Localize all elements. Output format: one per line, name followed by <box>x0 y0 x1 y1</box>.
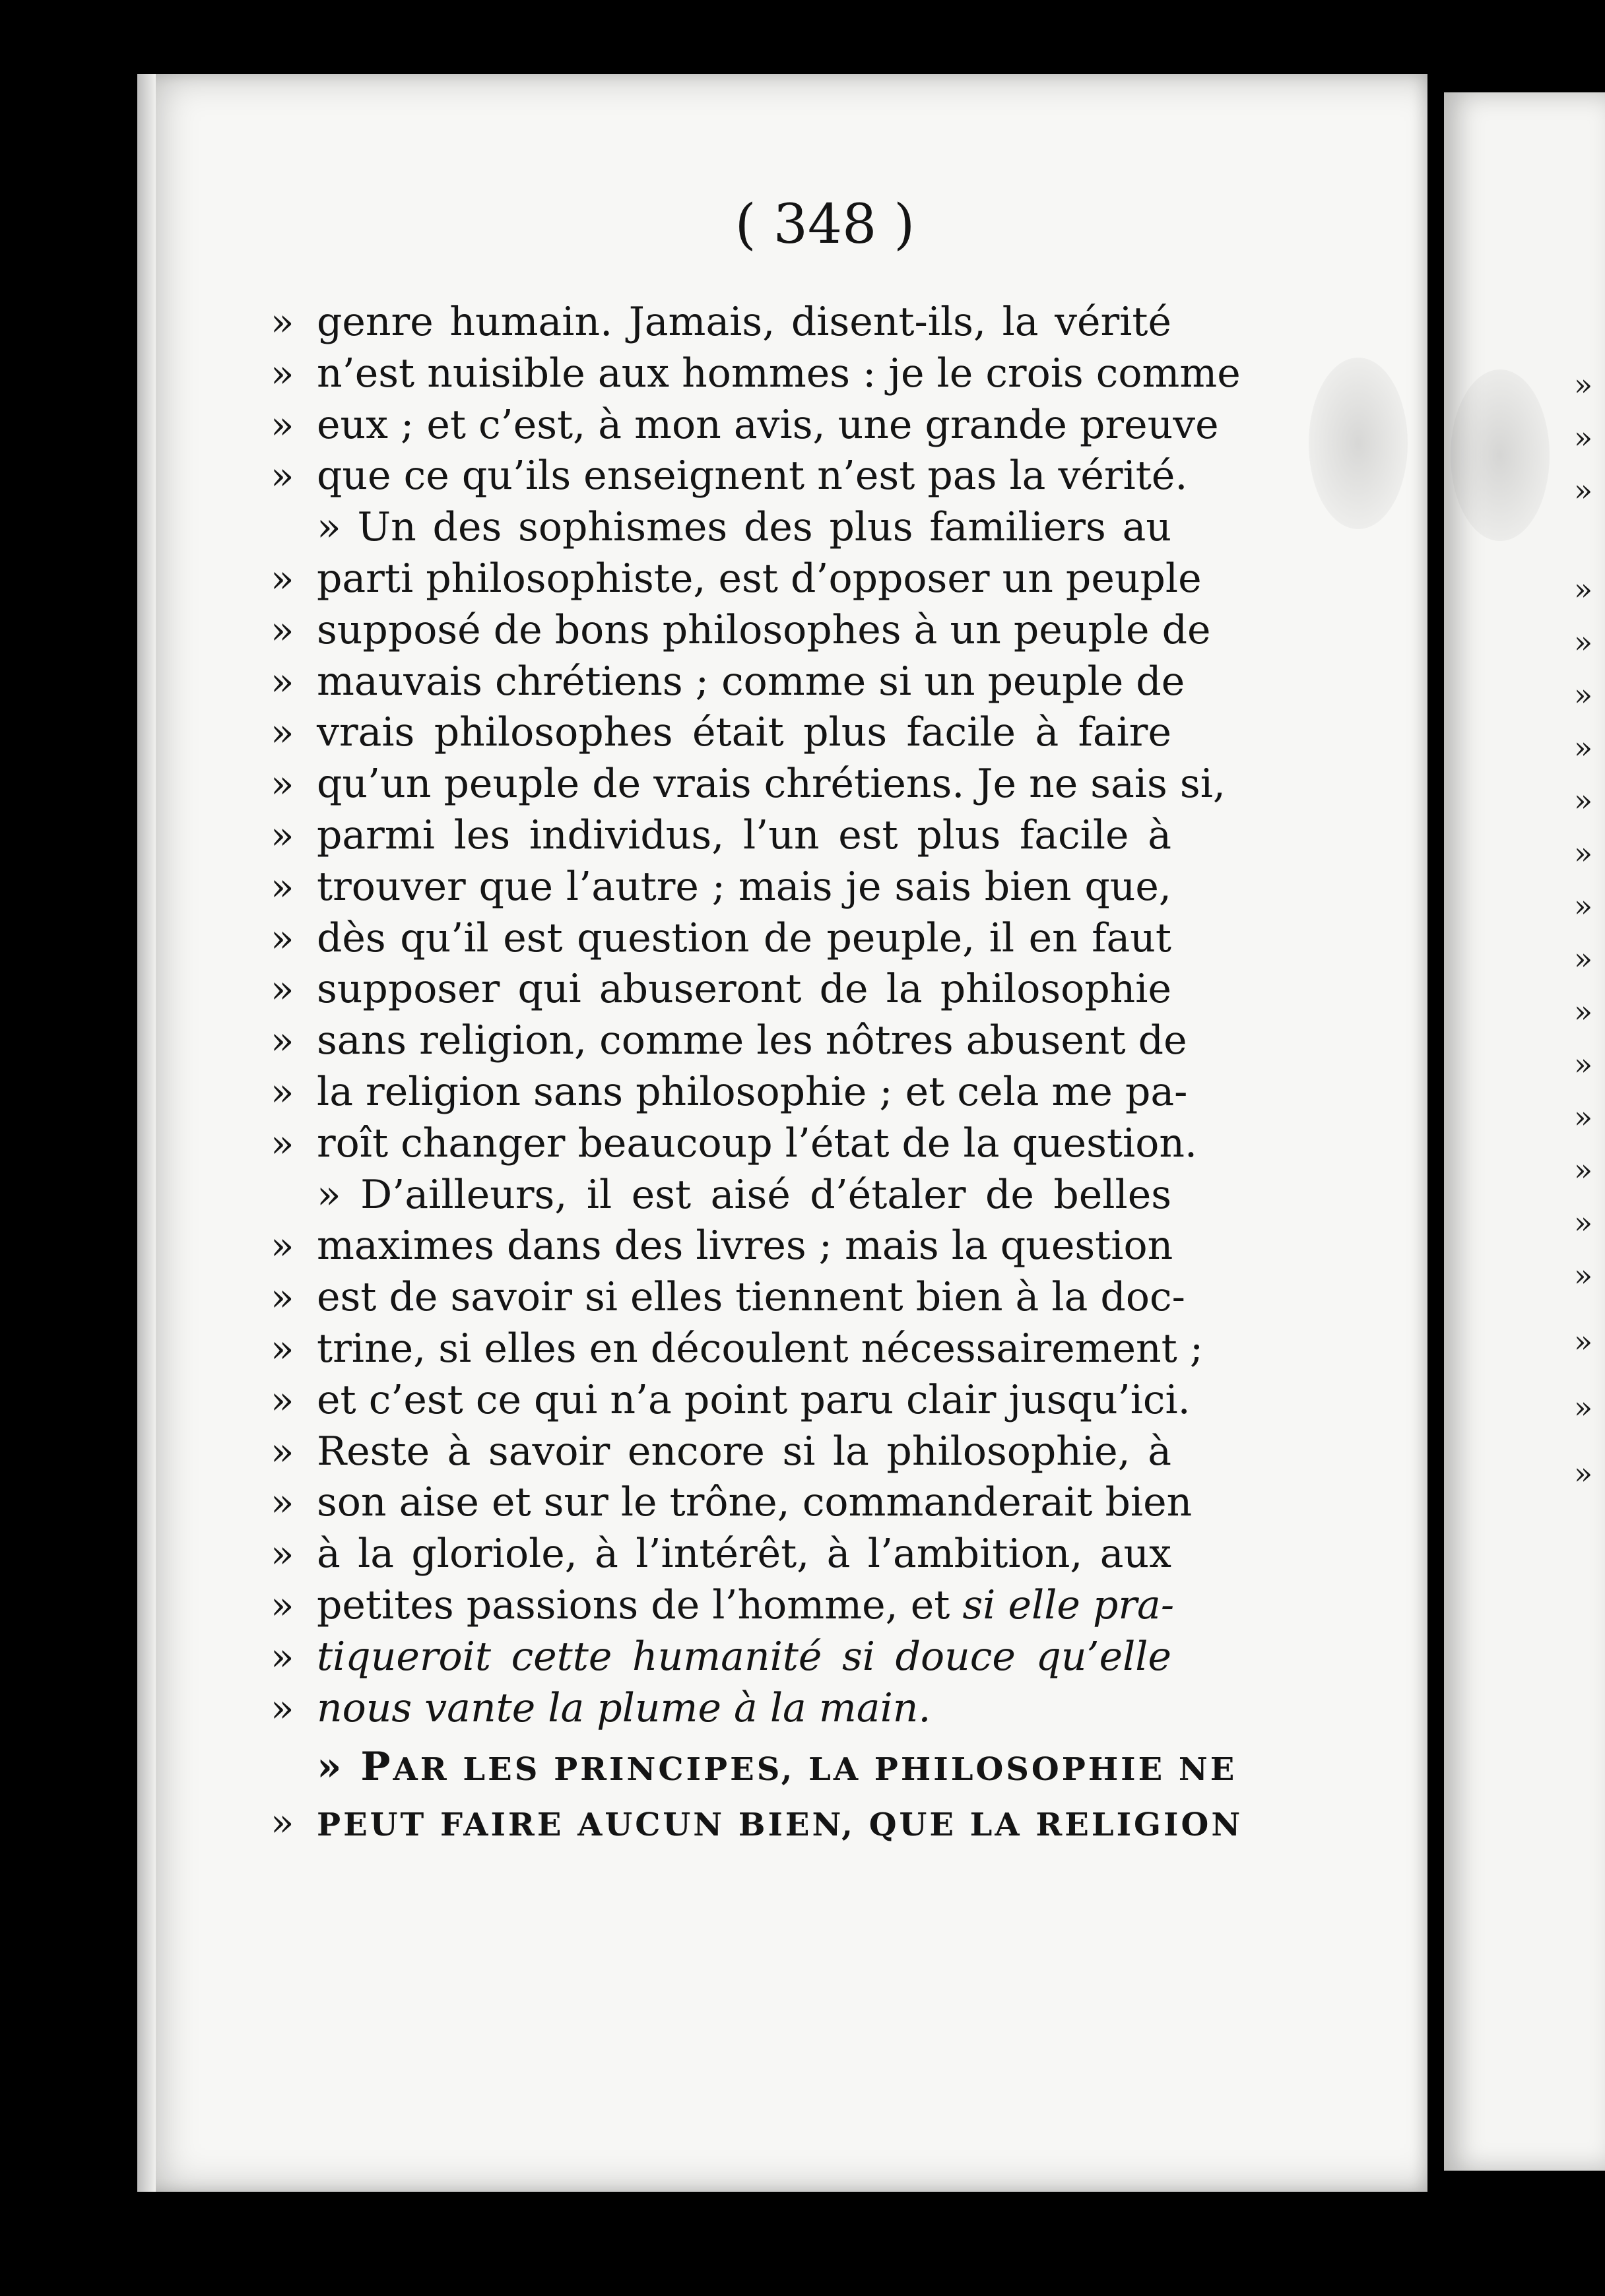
line-text <box>317 1375 1191 1426</box>
quote-mark: » <box>271 1428 294 1474</box>
facing-quote-mark: » <box>1574 941 1593 976</box>
line-roman-text: vrais philosophes était plus facile à faire <box>317 709 1171 756</box>
facing-quote-mark: » <box>1574 994 1593 1029</box>
facing-quote-mark: » <box>1574 1323 1593 1359</box>
facing-quote-mark: » <box>1574 367 1593 402</box>
text-line <box>271 913 1313 965</box>
quote-mark: » <box>271 915 294 961</box>
line-text <box>317 707 1171 759</box>
line-roman-text: qu’un peuple de vrais chrétiens. Je ne sais si, <box>317 761 1226 808</box>
line-roman-text: Reste à savoir encore si la philosophie, à <box>317 1428 1171 1475</box>
text-line <box>271 1015 1313 1067</box>
quote-mark: » <box>271 556 294 601</box>
text-line <box>271 862 1313 913</box>
line-roman-text: parmi les individus, l’un est plus facile à <box>317 812 1171 858</box>
quote-mark: » <box>271 1325 294 1371</box>
line-roman-text: roît changer beaucoup l’état de la question. <box>317 1120 1198 1166</box>
quote-mark: » <box>271 402 294 447</box>
text-line <box>271 1426 1313 1478</box>
smallcaps-text <box>317 1800 1243 1851</box>
line-roman-text: supposer qui abuseront de la philosophie <box>317 966 1171 1013</box>
text-line <box>271 1323 1313 1375</box>
smallcaps-line <box>271 1742 1313 1793</box>
text-line <box>271 656 1313 708</box>
facing-quote-mark: » <box>1574 1152 1593 1188</box>
line-text <box>317 1477 1193 1529</box>
line-roman-text: dès qu’il est question de peuple, il en faut <box>317 914 1171 961</box>
line-text <box>317 1580 1175 1632</box>
facing-quote-mark: » <box>1574 571 1593 607</box>
quote-mark: » <box>271 1531 294 1577</box>
quote-mark: » <box>271 300 294 344</box>
line-text <box>317 913 1171 965</box>
line-text <box>317 1426 1171 1478</box>
quote-mark: » <box>271 350 294 396</box>
line-roman-text: son aise et sur le trône, commanderait bien <box>317 1479 1193 1526</box>
smallcaps-body: PEUT FAIRE AUCUN BIEN, QUE LA RELIGION <box>317 1806 1243 1844</box>
line-text <box>317 554 1202 605</box>
facing-quote-mark: » <box>1574 1389 1593 1425</box>
line-text <box>317 297 1171 348</box>
line-text <box>317 502 1171 554</box>
facing-quote-mark: » <box>1574 1258 1593 1293</box>
quote-mark: » <box>271 1480 294 1525</box>
line-italic-text: nous vante la plume à la main. <box>317 1684 931 1731</box>
text-line <box>271 1272 1313 1323</box>
line-text <box>317 759 1226 810</box>
text-line <box>271 964 1313 1015</box>
page-smudge <box>1451 369 1550 541</box>
line-roman-text: à la gloriole, à l’intérêt, à l’ambition, aux <box>317 1531 1171 1578</box>
text-line <box>271 707 1313 759</box>
quote-mark: » <box>271 761 294 807</box>
facing-quote-mark: » <box>1574 1099 1593 1135</box>
quote-mark: » <box>271 1800 294 1845</box>
quote-mark: » <box>271 967 294 1012</box>
quote-mark: » <box>271 864 294 909</box>
line-roman-text: mauvais chrétiens ; comme si un peuple de <box>317 658 1185 705</box>
quote-mark: » <box>271 658 294 704</box>
smallcaps-line <box>271 1797 1313 1849</box>
facing-quote-mark: » <box>1574 472 1593 508</box>
line-italic-text: si elle pra- <box>962 1581 1175 1628</box>
line-roman-text: la religion sans philosophie ; et cela me pa- <box>317 1068 1188 1115</box>
line-text <box>317 810 1171 862</box>
text-line <box>271 1221 1313 1272</box>
quote-mark: » <box>271 1223 294 1269</box>
page-number: ( 348 ) <box>735 193 915 256</box>
line-roman-text: » D’ailleurs, il est aisé d’étaler de belles <box>317 1171 1171 1218</box>
text-line <box>271 554 1313 605</box>
text-line <box>271 605 1313 656</box>
line-text <box>317 1683 1171 1735</box>
facing-quote-mark: » <box>1574 624 1593 660</box>
smallcaps-body: AR LES PRINCIPES, LA PHILOSOPHIE NE <box>393 1751 1237 1789</box>
line-text <box>317 862 1171 913</box>
text-line <box>271 1477 1313 1529</box>
text-line <box>271 1529 1313 1580</box>
text-line <box>271 348 1313 400</box>
text-line <box>271 810 1313 862</box>
quote-mark: » <box>271 812 294 858</box>
text-line <box>271 502 1313 554</box>
quote-mark: » <box>271 1018 294 1064</box>
line-roman-text: est de savoir si elles tiennent bien à la doc- <box>317 1274 1185 1321</box>
text-line <box>271 400 1313 451</box>
line-roman-text: sans religion, comme les nôtres abusent de <box>317 1017 1187 1064</box>
line-text <box>317 605 1211 656</box>
line-roman-text: trine, si elles en découlent nécessairement ; <box>317 1325 1204 1372</box>
quote-mark: » <box>271 1120 294 1166</box>
line-roman-text: que ce qu’ils enseignent n’est pas la vérité. <box>317 453 1188 499</box>
line-roman-text: » Un des sophismes des plus familiers au <box>317 504 1171 551</box>
facing-quote-mark: » <box>1574 1455 1593 1491</box>
smallcaps-lead: » P <box>317 1744 393 1791</box>
facing-quote-mark: » <box>1574 782 1593 818</box>
page-smudge <box>1309 358 1408 529</box>
text-line <box>271 1170 1313 1221</box>
line-text <box>317 1015 1187 1067</box>
line-text <box>317 1118 1198 1170</box>
facing-quote-mark: » <box>1574 1205 1593 1240</box>
line-roman-text: n’est nuisible aux hommes : je le crois comme <box>317 350 1241 397</box>
line-roman-text: supposé de bons philosophes à un peuple de <box>317 606 1211 653</box>
line-roman-text: maximes dans des livres ; mais la question <box>317 1223 1173 1269</box>
line-text <box>317 451 1188 502</box>
line-text <box>317 400 1219 451</box>
body-text <box>271 297 1313 1849</box>
quote-mark: » <box>271 1275 294 1320</box>
facing-quote-mark: » <box>1574 888 1593 924</box>
line-text <box>317 964 1171 1015</box>
text-line <box>271 451 1313 502</box>
quote-mark: » <box>271 1685 294 1731</box>
line-text <box>317 656 1185 708</box>
line-text <box>317 1632 1171 1683</box>
line-roman-text: et c’est ce qui n’a point paru clair jusqu’ici. <box>317 1376 1191 1423</box>
line-roman-text: petites passions de l’homme, et <box>317 1581 950 1628</box>
page-edge-shadow <box>137 74 156 2192</box>
line-text <box>317 1067 1188 1118</box>
facing-quote-mark: » <box>1574 835 1593 871</box>
smallcaps-text <box>317 1742 1237 1796</box>
line-roman-text: eux ; et c’est, à mon avis, une grande preuve <box>317 401 1219 448</box>
line-roman-text: parti philosophiste, est d’opposer un peuple <box>317 555 1202 602</box>
text-line <box>271 1683 1313 1735</box>
facing-quote-mark: » <box>1574 420 1593 455</box>
text-line <box>271 1118 1313 1170</box>
facing-quote-mark: » <box>1574 677 1593 713</box>
text-line <box>271 297 1313 348</box>
quote-mark: » <box>271 1377 294 1422</box>
quote-mark: » <box>271 1069 294 1114</box>
line-italic-text: tiqueroit cette humanité si douce qu’elle <box>317 1633 1171 1680</box>
quote-mark: » <box>271 1582 294 1628</box>
line-roman-text: genre humain. Jamais, disent-ils, la vérité <box>317 299 1171 345</box>
quote-mark: » <box>271 1634 294 1679</box>
text-line <box>271 1067 1313 1118</box>
text-line <box>271 1375 1313 1426</box>
line-text <box>317 1170 1171 1221</box>
line-text <box>317 1221 1171 1272</box>
text-line <box>271 759 1313 810</box>
line-text <box>317 348 1241 400</box>
facing-quote-mark: » <box>1574 1046 1593 1082</box>
quote-mark: » <box>271 607 294 653</box>
facing-quote-mark: » <box>1574 730 1593 765</box>
line-text <box>317 1323 1204 1375</box>
text-line <box>271 1580 1313 1632</box>
text-line <box>271 1632 1313 1683</box>
quote-mark: » <box>271 453 294 499</box>
line-text <box>317 1529 1171 1580</box>
quote-mark: » <box>271 710 294 755</box>
line-text <box>317 1272 1185 1323</box>
line-roman-text: trouver que l’autre ; mais je sais bien que, <box>317 863 1171 910</box>
